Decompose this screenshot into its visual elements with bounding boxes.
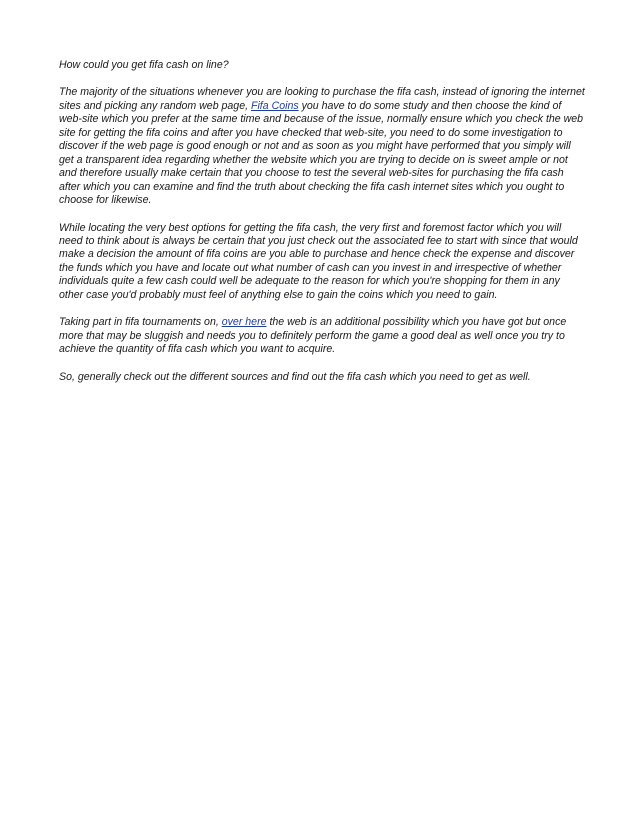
paragraph-1 [59,86,586,207]
paragraph-4: So, generally check out the different sources and find out the fifa cash which you need to get as well. [59,370,531,383]
fifa-coins-link[interactable]: Fifa Coins [250,99,299,112]
over-here-link[interactable]: over here [221,316,267,329]
paragraph-1-text-before: The majority of the situations whenever you are looking to purchase the fifa cash, instead of ignoring the internet sites and picking any random web page, [59,86,585,112]
paragraph-1-text-after: you have to do some study and then choose the kind of web-site which you prefer at the same time and because of the issue, normally ensure which you check the web site for getting the fifa coins and after you have checked that web-site, you need to do some investigation to discover if the web page is good enough or not and as soon as you might have performed that you simply will get a transparent idea regarding whether the website which you are trying to decide on is sweet ample or not and therefore usually make certain that you choose to test the several web-sites for purchasing the fifa cash after which you can examine and find the truth about checking the fifa cash internet sites which you ought to choose for likewise. [59,99,584,207]
document-body [59,59,586,384]
paragraph-3 [59,316,586,356]
paragraph-3-text-before: Taking part in fifa tournaments on, [59,316,222,329]
paragraph-2: While locating the very best options for getting the fifa cash, the very first and foremost factor which you will need to think about is always be certain that you just check out the associated fee to start with since that would make a decision the amount of fifa coins are you able to purchase and hence check the expense and discover the funds which you have and locate out what number of cash can you invest in and irrespective of whether individuals quite a few cash could well be adequate to the reason for which you're shopping for them in any other case you'd probably must feel of anything else to gain the coins which you need to gain. [59,221,578,301]
paragraph-3-text-after: the web is an additional possibility which you have got but once more that may be sluggish and needs you to definitely perform the game a good deal as well once you try to achieve the quantity of fifa cash which you want to acquire. [59,316,567,356]
document-title: How could you get fifa cash on line? [59,59,229,71]
